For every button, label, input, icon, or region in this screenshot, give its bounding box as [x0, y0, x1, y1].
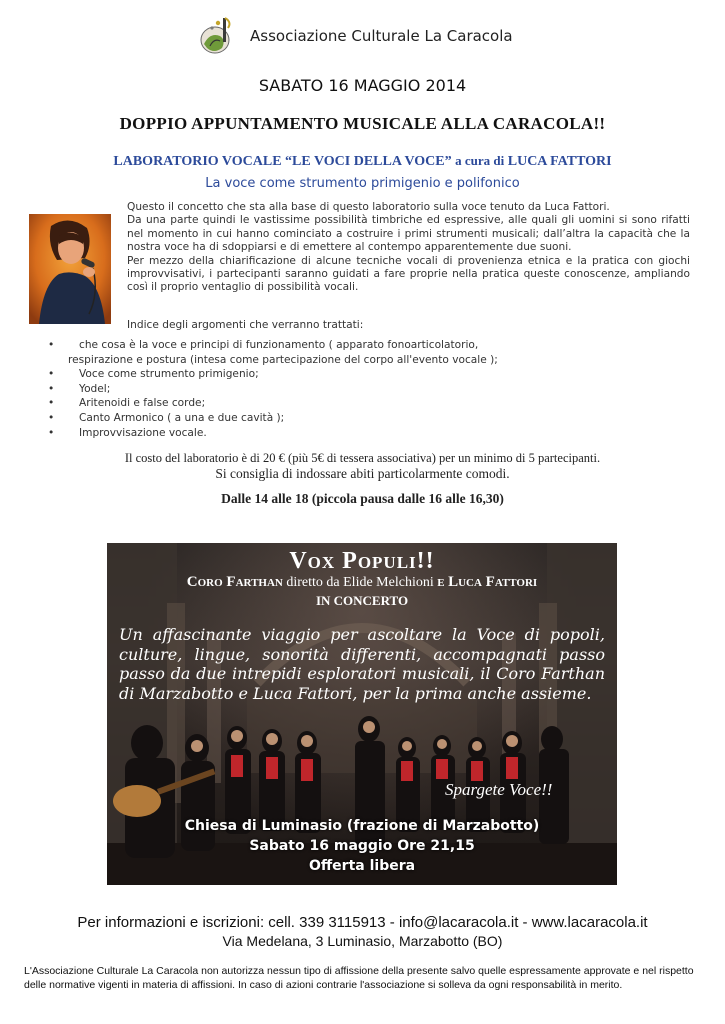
address: Via Medelana, 3 Luminasio, Marzabotto (BO)	[222, 933, 503, 949]
venue: Chiesa di Luminasio (frazione di Marzabotto)	[184, 818, 540, 834]
choir-name: Coro Farthan	[186, 574, 283, 590]
bullet-icon: •	[48, 368, 55, 381]
list-item	[46, 426, 646, 441]
poster-venue-block	[107, 816, 617, 876]
list-item	[46, 411, 646, 426]
org-name: Associazione Culturale La Caracola	[250, 27, 513, 45]
disclaimer: L'Associazione Culturale La Caracola non autorizza nessun tipo di affissione della presente salvo quelle espressamente approvate e nel rispetto delle normative vigenti in materia di affissioni. In caso di azioni contrarie l'associazione si solleva da ogni responsabilità in merito.	[24, 965, 694, 991]
lab-title	[0, 153, 725, 170]
lab-description	[127, 201, 690, 295]
lab-paragraph: Da una parte quindi le vastissime possibilità timbriche ed espressive, alle quali gli uomini si sono rifatti nel momento in cui hanno cominciato a costruire i primi strumenti musicali; dall’altra la capacità che la nostra voce ha di sdoppiarsi e di emettere al contempo apparentemente due suoni.	[127, 214, 690, 254]
and-word: e	[437, 574, 445, 590]
topic-text-continued: respirazione e postura (intesa come partecipazione del corpo all'evento vocale );	[68, 353, 498, 366]
bullet-icon: •	[48, 382, 55, 395]
topic-text: Voce come strumento primigenio;	[79, 368, 259, 381]
concert-price: Offerta libera	[308, 858, 416, 874]
topic-text: Aritenoidi e false corde;	[79, 397, 206, 410]
event-date: SABATO 16 MAGGIO 2014	[258, 76, 467, 95]
poster-choir-line	[107, 574, 617, 591]
topic-text: Canto Armonico ( a una e due cavità );	[79, 411, 285, 424]
list-item	[46, 338, 646, 367]
lab-paragraph: Questo il concetto che sta alla base di questo laboratorio sulla voce tenuto da Luca Fattori.	[127, 201, 610, 213]
poster-slogan: Spargete Voce!!	[445, 780, 553, 799]
topic-text: che cosa è la voce e principi di funzionamento ( apparato fonoarticolatorio,	[79, 339, 479, 351]
main-heading: DOPPIO APPUNTAMENTO MUSICALE ALLA CARACOLA!!	[119, 114, 606, 133]
lab-cost: Il costo del laboratorio è di 20 € (più 5€ di tessera associativa) per un minimo di 5 partecipanti.	[124, 451, 601, 465]
poster-title: Vox Populi!!	[289, 548, 435, 574]
bullet-icon: •	[48, 397, 55, 410]
director-2: Luca Fattori	[448, 574, 538, 590]
lab-subtitle: La voce come strumento primigenio e polifonico	[205, 176, 520, 191]
lab-paragraph: Per mezzo della chiarificazione di alcune tecniche vocali di provenienza etnica e la pratica con giochi improvvisativi, i partecipanti saranno guidati a fare proprie nella pratica queste conoscenze, ampliando così il proprio ventaglio di possibilità vocali.	[127, 254, 690, 294]
caracola-logo-icon	[198, 14, 238, 58]
lab-clothing-note: Si consiglia di indossare abiti particolarmente comodi.	[215, 466, 510, 481]
lab-title-prefix: LABORATORIO VOCALE “LE VOCI DELLA VOCE”	[113, 154, 452, 169]
singer-photo	[29, 214, 111, 324]
concert-label: IN CONCERTO	[315, 593, 409, 608]
directed-by: diretto da Elide Melchioni	[286, 575, 434, 590]
topic-text: Improvvisazione vocale.	[79, 426, 207, 439]
list-item	[46, 396, 646, 411]
bullet-icon: •	[48, 426, 55, 439]
bullet-icon: •	[48, 339, 55, 351]
concert-poster	[107, 543, 617, 885]
lab-hours: Dalle 14 alle 18 (piccola pausa dalle 16 alle 16,30)	[221, 491, 504, 506]
list-item	[46, 382, 646, 397]
topics-list	[46, 338, 646, 440]
lab-title-name: LUCA FATTORI	[507, 154, 612, 169]
bullet-icon: •	[48, 411, 55, 424]
poster-description: Un affascinante viaggio per ascoltare la Voce di popoli, culture, lingue, sonorità differenti, accompagnati passo passo da due intrepidi esploratori musicali, il Coro Farthan di Marzabotto e Luca Fattori, per la prima anche assieme.	[119, 625, 605, 703]
concert-time: Sabato 16 maggio Ore 21,15	[249, 838, 475, 854]
contact-info: Per informazioni e iscrizioni: cell. 339 3115913 - info@lacaracola.it - www.lacaracola.it	[77, 914, 648, 931]
topic-text: Yodel;	[79, 382, 111, 395]
topics-intro: Indice degli argomenti che verranno trattati:	[127, 319, 364, 331]
lab-title-curated: a cura di	[455, 153, 505, 168]
list-item	[46, 367, 646, 382]
